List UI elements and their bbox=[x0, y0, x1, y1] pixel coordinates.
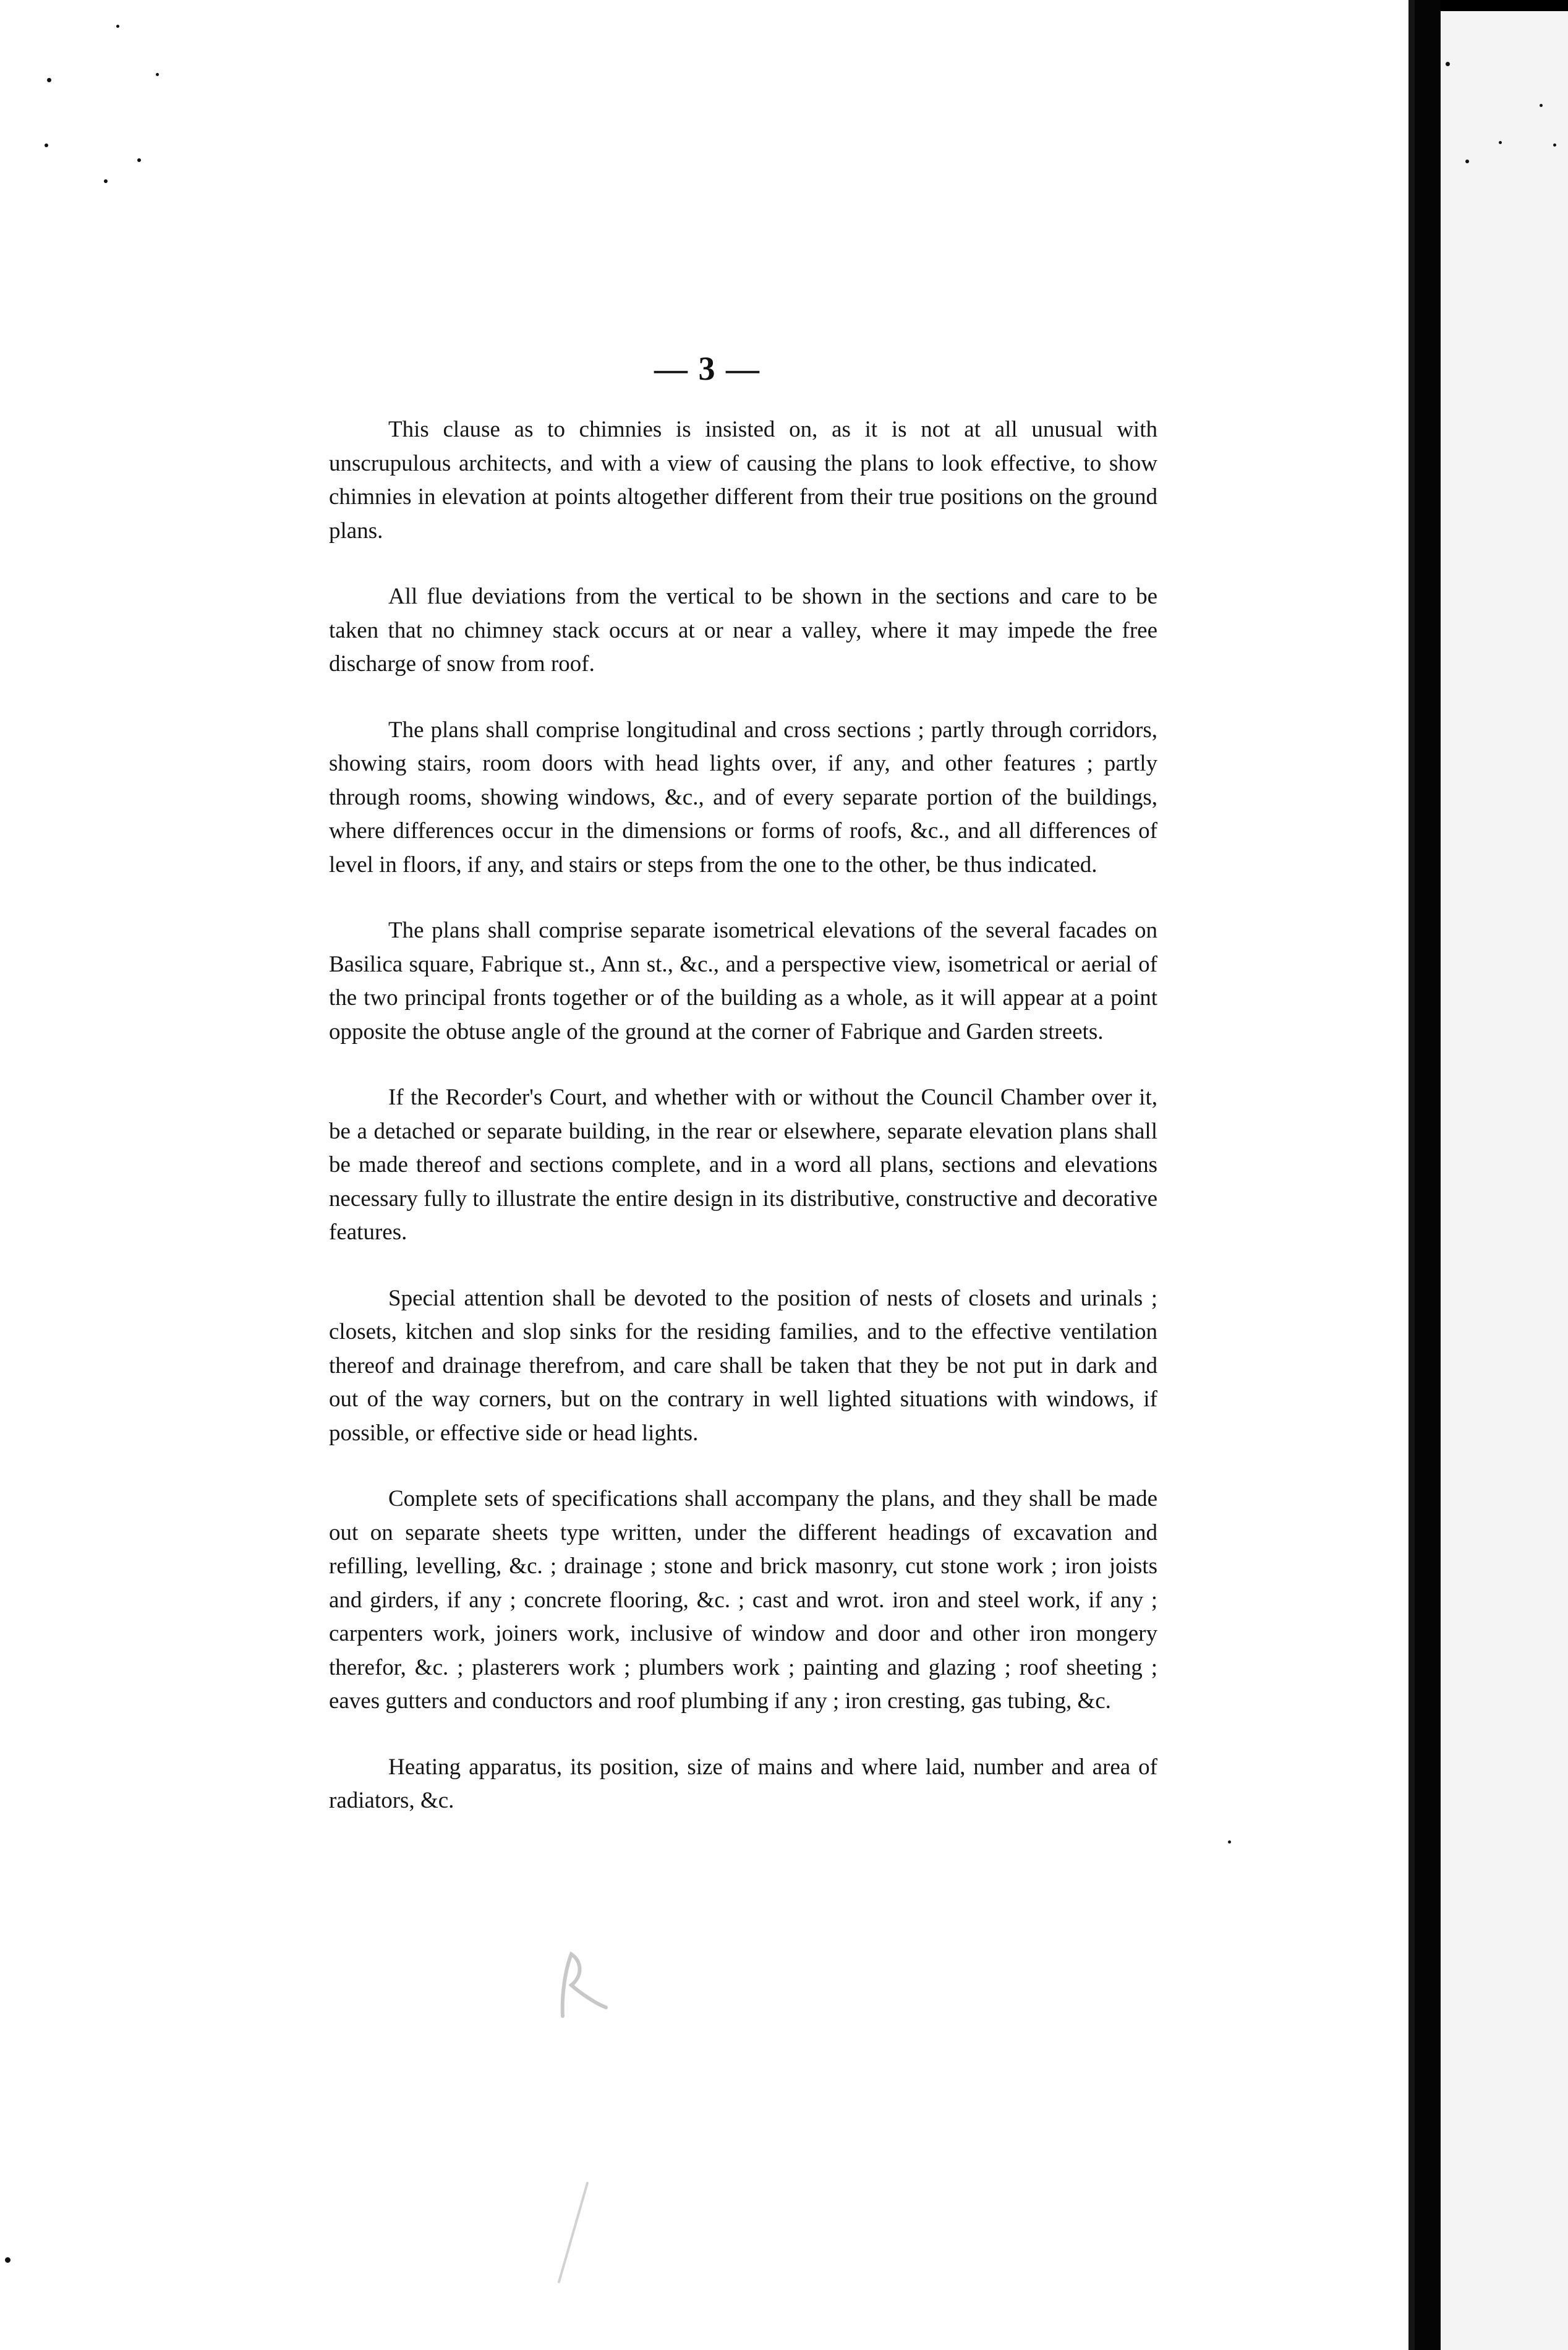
dust-speck bbox=[5, 2257, 11, 2263]
paragraph-sections: The plans shall comprise longitudinal and cross sections ; partly through corridors, showing stairs, room doors with head lights over, if any, and other features ; partly through rooms, showing windows, &c., and of every separate portion of the buildings, where differences occur in the dimensions or forms of roofs, &c., and all differences of level in floors, if any, and stairs or steps from the one to the other, be thus indicated. bbox=[329, 717, 1157, 878]
body-text bbox=[329, 413, 1157, 1850]
paragraph-elevations: The plans shall comprise separate isometrical elevations of the several facades on Basilica square, Fabrique st., Ann st., &c., and a perspective view, isometrical or aerial of the two principal fronts together or of the building as a whole, as it will appear at a point opposite the obtuse angle of the ground at the corner of Fabrique and Garden streets. bbox=[329, 918, 1157, 1045]
adjacent-page-edge bbox=[1441, 11, 1568, 2350]
paragraph-recorders-court: If the Recorder's Court, and whether with or without the Council Chamber over it, be a detached or separate building, in the rear or elsewhere, separate elevation plans shall be made thereof and sections complete, and in a word all plans, sections and elevations necessary fully to illustrate the entire design in its distributive, constructive and decorative features. bbox=[329, 1085, 1157, 1245]
paragraph-closets: Special attention shall be devoted to the position of nests of closets and urinals ; closets, kitchen and slop sinks for the residing families, and to the effective ventilation thereof and drainage therefrom, and care shall be taken that they be not put in dark and out of the way corners, but on the contrary in well lighted situations with windows, if possible, or effective side or head lights. bbox=[329, 1285, 1157, 1446]
page-gutter bbox=[1415, 0, 1441, 2350]
dust-speck bbox=[156, 73, 159, 76]
paragraph-heating: Heating apparatus, its position, size of mains and where laid, number and area of radiators, &c. bbox=[329, 1754, 1157, 1813]
dust-speck bbox=[1465, 160, 1469, 163]
dust-speck bbox=[1540, 104, 1543, 107]
dust-speck bbox=[116, 25, 119, 28]
paragraph-flue-deviations: All flue deviations from the vertical to be shown in the sections and care to be taken that no chimney stack occurs at or near a valley, where it may impede the free discharge of snow from roof. bbox=[329, 584, 1157, 677]
dust-speck bbox=[47, 78, 51, 82]
dust-speck bbox=[1553, 143, 1556, 147]
fold-mark bbox=[550, 2177, 600, 2288]
dust-speck bbox=[137, 158, 141, 162]
dust-speck bbox=[1499, 141, 1502, 144]
dust-speck bbox=[104, 179, 108, 183]
page-number: — 3 — bbox=[654, 350, 761, 387]
dust-speck bbox=[45, 143, 48, 147]
paragraph-chimnies: This clause as to chimnies is insisted on, as it is not at all unusual with unscrupulous architects, and with a view of causing the plans to look effective, to show chimnies in elevation at points altogether different from their true positions on the ground plans. bbox=[329, 417, 1157, 544]
pencil-mark bbox=[544, 1948, 618, 2022]
dust-speck bbox=[1228, 1840, 1231, 1844]
paragraph-specifications: Complete sets of specifications shall accompany the plans, and they shall be made out on separate sheets type written, under the different headings of excavation and refilling, levelling, &c. ; drainage ; stone and brick masonry, cut stone work ; iron joists and girders, if any ; concrete flooring, &c. ; cast and wrot. iron and steel work, if any ; carpenters work, joiners work, inclusive of window and door and other iron mongery therefor, &c. ; plasterers work ; plumbers work ; painting and glazing ; roof sheeting ; eaves gutters and conductors and roof plumbing if any ; iron cresting, gas tubing, &c. bbox=[329, 1486, 1157, 1714]
dust-speck bbox=[1446, 62, 1450, 66]
